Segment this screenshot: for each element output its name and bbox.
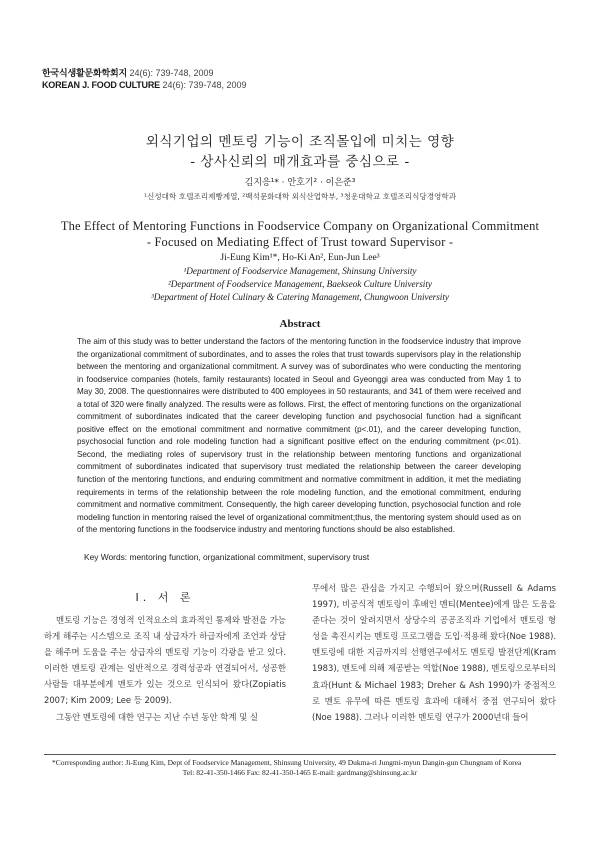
abstract-body: The aim of this study was to better understand the factors of the mentoring function in the foodservice industry that improve the organizational commitment of subordinates, and to asses the roles that trust towards supervisors play in the relationship between the mentoring and organizational commitment. A survey was of subordinates who were conducting the mentoring in foodservice companies (hotels, family restaurants) located in Seoul and Gyeonggi area was conducted from May 1 to May 30, 2008. The questionnaires were distributed to 400 employees in 50 restaurants, and 341 of them were received and a total of 320 were finally analyzed. The results were as follows. First, the effect of mentoring functions on the organizational commitment of subordinates indicated that the career developing function and psychosocial function had a significant positive effect on the emotional commitment and normative commitment (p<.01), and the career developing function, psychosocial function and role modeling function had a significant positive effect on the enduring commitment (p<.01). Second, the mediating roles of supervisory trust in the relationship between mentoring functions and organizational commitment of subordinates indicated that supervisory trust mediated the relationship between the career developing function of the mentoring functions, and enduring commitment and normative commitment in addition, it met the mediating requirements in terms of the relationship between the role modeling function, and the emotional commitment, enduring commitment and normative commitment. Consequently, the high career developing function, psychosocial function and role modeling function in mentoring raised the level of organizational commitment;thus, the mentoring system should used as on of the mentoring functions in the foodservice industry and mentoring functions should be also established.: [77, 337, 521, 535]
affiliation-en-2: ²Department of Foodservice Management, Baekseok Culture University: [168, 279, 432, 289]
section-heading-introduction: I. 서 론: [135, 591, 195, 604]
journal-volume-en: 24(6): 739-748, 2009: [162, 80, 247, 90]
title-ko-main: 외식기업의 멘토링 기능이 조직몰입에 미치는 영향: [145, 134, 455, 150]
right-column: [312, 580, 556, 725]
intro-paragraph-continued: 무에서 많은 관심을 가지고 수행되어 왔으며(Russell & Adams 1997), 비공식적 멘토링이 후배인 멘티(Mentee)에게 많은 도움을 준다는 것이 알려지면서 상당수의 공공조직과 기업에서 멘토링 형성을 촉진시키는 멘토링 프로그램을 도입·적용해 왔다(Noe 1988). 멘토링에 대한 지금까지의 선행연구에서도 멘토링 발전단계(Kram 1983), 멘토에 의해 제공받는 역할(Noe 1988), 멘토링으로부터의 효과(Hunt & Michael 1983; Dreher & Ash 1990)가 중점적으로 멘토 유무에 따른 멘토링 효과에 대해서 중점 연구되어 왔다(Noe 1988). 그러나 이러한 멘토링 연구가 2000년대 들어: [312, 583, 556, 722]
journal-name-en: KOREAN J. FOOD CULTURE: [42, 80, 160, 90]
keywords-list: mentoring function, organizational commitment, supervisory trust: [129, 552, 370, 562]
footnote-contact: Tel: 82-41-350-1466 Fax: 82-41-350-1465 E-mail: gardmang@shinsung.ac.kr: [182, 768, 418, 777]
journal-volume-ko: 24(6): 739-748, 2009: [129, 68, 214, 78]
title-ko-sub: - 상사신뢰의 매개효과를 중심으로 -: [190, 154, 410, 170]
footnote-divider: [44, 754, 556, 755]
title-en-sub: - Focused on Mediating Effect of Trust toward Supervisor -: [146, 235, 454, 249]
keywords-label: Key Words:: [84, 552, 128, 562]
authors-en: Ji-Eung Kim¹*, Ho-Ki An², Eun-Jun Lee³: [220, 252, 380, 263]
journal-header: [42, 67, 247, 91]
intro-paragraph-2: 그동안 멘토링에 대한 연구는 지난 수년 동안 학계 및 실: [56, 711, 258, 722]
authors-ko: 김지응¹* · 안호기² · 이은준³: [244, 178, 356, 188]
affiliation-en-3: ³Department of Hotel Culinary & Catering Management, Chungwoon University: [150, 292, 449, 302]
keywords: [84, 552, 369, 562]
footnote-corresponding-author: *Corresponding author: Ji-Eung Kim, Dept of Foodservice Management, Shinsung University, 49 Dukma-ri Jungmi-myun Dangin-gun Chungnam of Korea: [52, 758, 522, 767]
journal-name-ko: 한국식생활문화학회지: [42, 68, 127, 78]
intro-paragraph-1: 멘토링 기능은 경영적 인적요소의 효과적인 통제와 발전을 가능하게 해주는 시스템으로 조직 내 상급자가 하급자에게 조언과 상담을 해주며 도움을 주는 상급자의 멘토링 기능이 각광을 받고 있다. 이러한 멘토링 관계는 일반적으로 경력성공과 연결되어서, 성공한 사람들 대부분에게 멘토가 있는 것으로 인식되어 왔다(Zopiatis 2007; Kim 2009; Lee 등 2009).: [44, 615, 286, 706]
abstract-heading: Abstract: [279, 318, 321, 330]
affiliation-en-1: ¹Department of Foodservice Management, Shinsung University: [183, 266, 417, 276]
title-en-main: The Effect of Mentoring Functions in Foodservice Company on Organizational Commitment: [60, 219, 540, 233]
left-column: [44, 612, 286, 725]
affiliations-ko: ¹신성대학 호텔조리제빵계열, ²백석문화대학 외식산업학부, ³청운대학교 호텔조리식당경영학과: [143, 192, 457, 201]
